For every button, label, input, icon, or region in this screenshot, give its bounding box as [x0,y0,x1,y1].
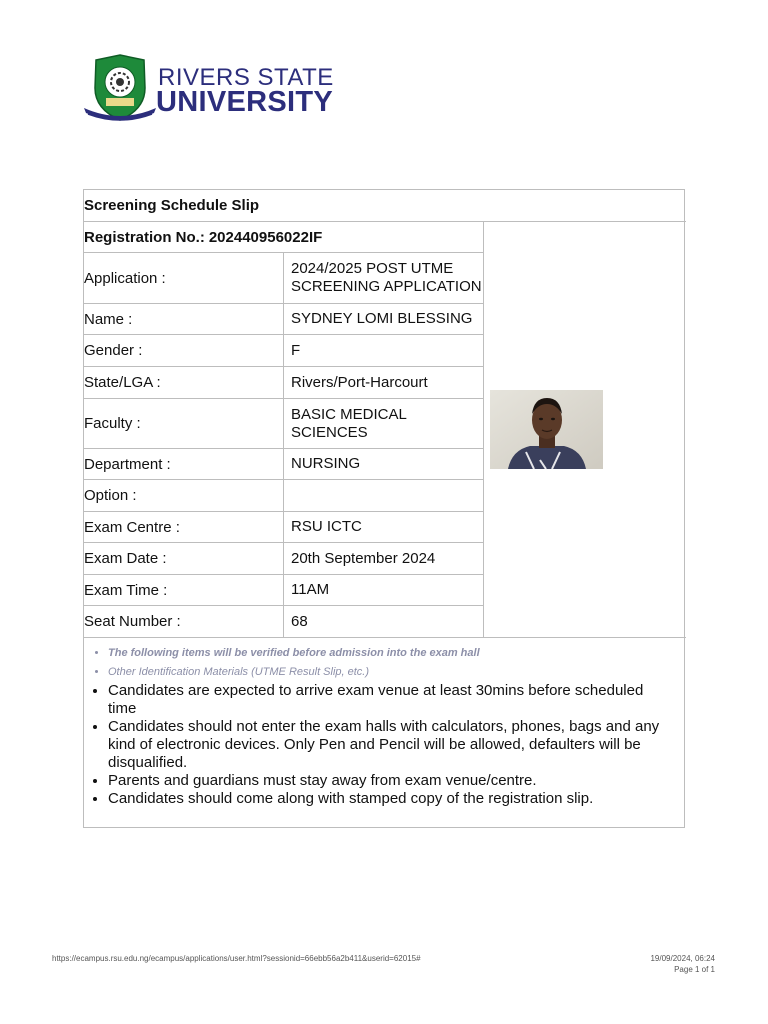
field-label: Exam Centre : [84,512,284,542]
instructions-heading: • The following items will be verified before admission into the exam hall [108,644,666,663]
slip-title-row [84,190,686,222]
field-value: 68 [284,606,484,637]
field-value: BASIC MEDICAL SCIENCES [284,399,484,448]
registration-number: 202440956022IF [208,228,323,246]
logo-text-line1: RIVERS STATE [158,64,334,91]
field-row-state-lga [84,367,484,399]
screening-slip [83,189,685,828]
field-value: 20th September 2024 [284,543,484,574]
logo-text-line2: UNIVERSITY [156,86,334,118]
field-label: Application : [84,253,284,303]
field-label: Seat Number : [84,606,284,637]
field-row-department [84,449,484,480]
field-label: Gender : [84,335,284,366]
field-value: 11AM [284,575,484,605]
registration-row [84,222,484,253]
candidate-photo [490,390,603,469]
instructions-list [91,644,666,808]
field-label: Department : [84,449,284,479]
instruction-item: • Candidates should come along with stamped copy of the registration slip. [108,790,666,808]
photo-column [484,222,685,638]
field-row-exam-centre [84,512,484,543]
field-value: NURSING [284,449,484,479]
field-label: Option : [84,480,284,511]
field-value: SYDNEY LOMI BLESSING [284,304,484,334]
field-label: Faculty : [84,399,284,448]
field-label: Exam Date : [84,543,284,574]
footer-url: https://ecampus.rsu.edu.ng/ecampus/applications/user.html?sessionid=66ebb56a2b411&userid=62015# [52,954,421,963]
instruction-item: • Candidates should not enter the exam halls with calculators, phones, bags and any kind of electronic devices. Only Pen and Pencil will be allowed, defaulters will be disqualified. [108,718,666,772]
instructions-subheading: • Other Identification Materials (UTME Result Slip, etc.) [108,663,666,682]
field-row-faculty [84,399,484,449]
instruction-item: • Candidates are expected to arrive exam venue at least 30mins before scheduled time [108,682,666,718]
footer-datetime: 19/09/2024, 06:24 [650,954,715,963]
field-value [284,480,484,511]
field-label: Name : [84,304,284,334]
field-label: Exam Time : [84,575,284,605]
field-value: 2024/2025 POST UTME SCREENING APPLICATION [284,253,484,303]
registration-cell [84,222,484,252]
field-row-application [84,253,484,304]
field-row-exam-date [84,543,484,575]
slip-title: Screening Schedule Slip [84,197,260,214]
field-label: State/LGA : [84,367,284,398]
instruction-item: • Parents and guardians must stay away from exam venue/centre. [108,772,666,790]
field-value: RSU ICTC [284,512,484,542]
field-value: F [284,335,484,366]
instructions-section [84,638,686,808]
university-logo [82,52,332,124]
footer-page-number: Page 1 of 1 [674,965,715,974]
registration-label: Registration No.: [84,228,205,246]
field-row-option [84,480,484,512]
field-value: Rivers/Port-Harcourt [284,367,484,398]
university-seal-icon [82,52,158,124]
field-row-gender [84,335,484,367]
field-row-name [84,304,484,335]
field-row-exam-time [84,575,484,606]
